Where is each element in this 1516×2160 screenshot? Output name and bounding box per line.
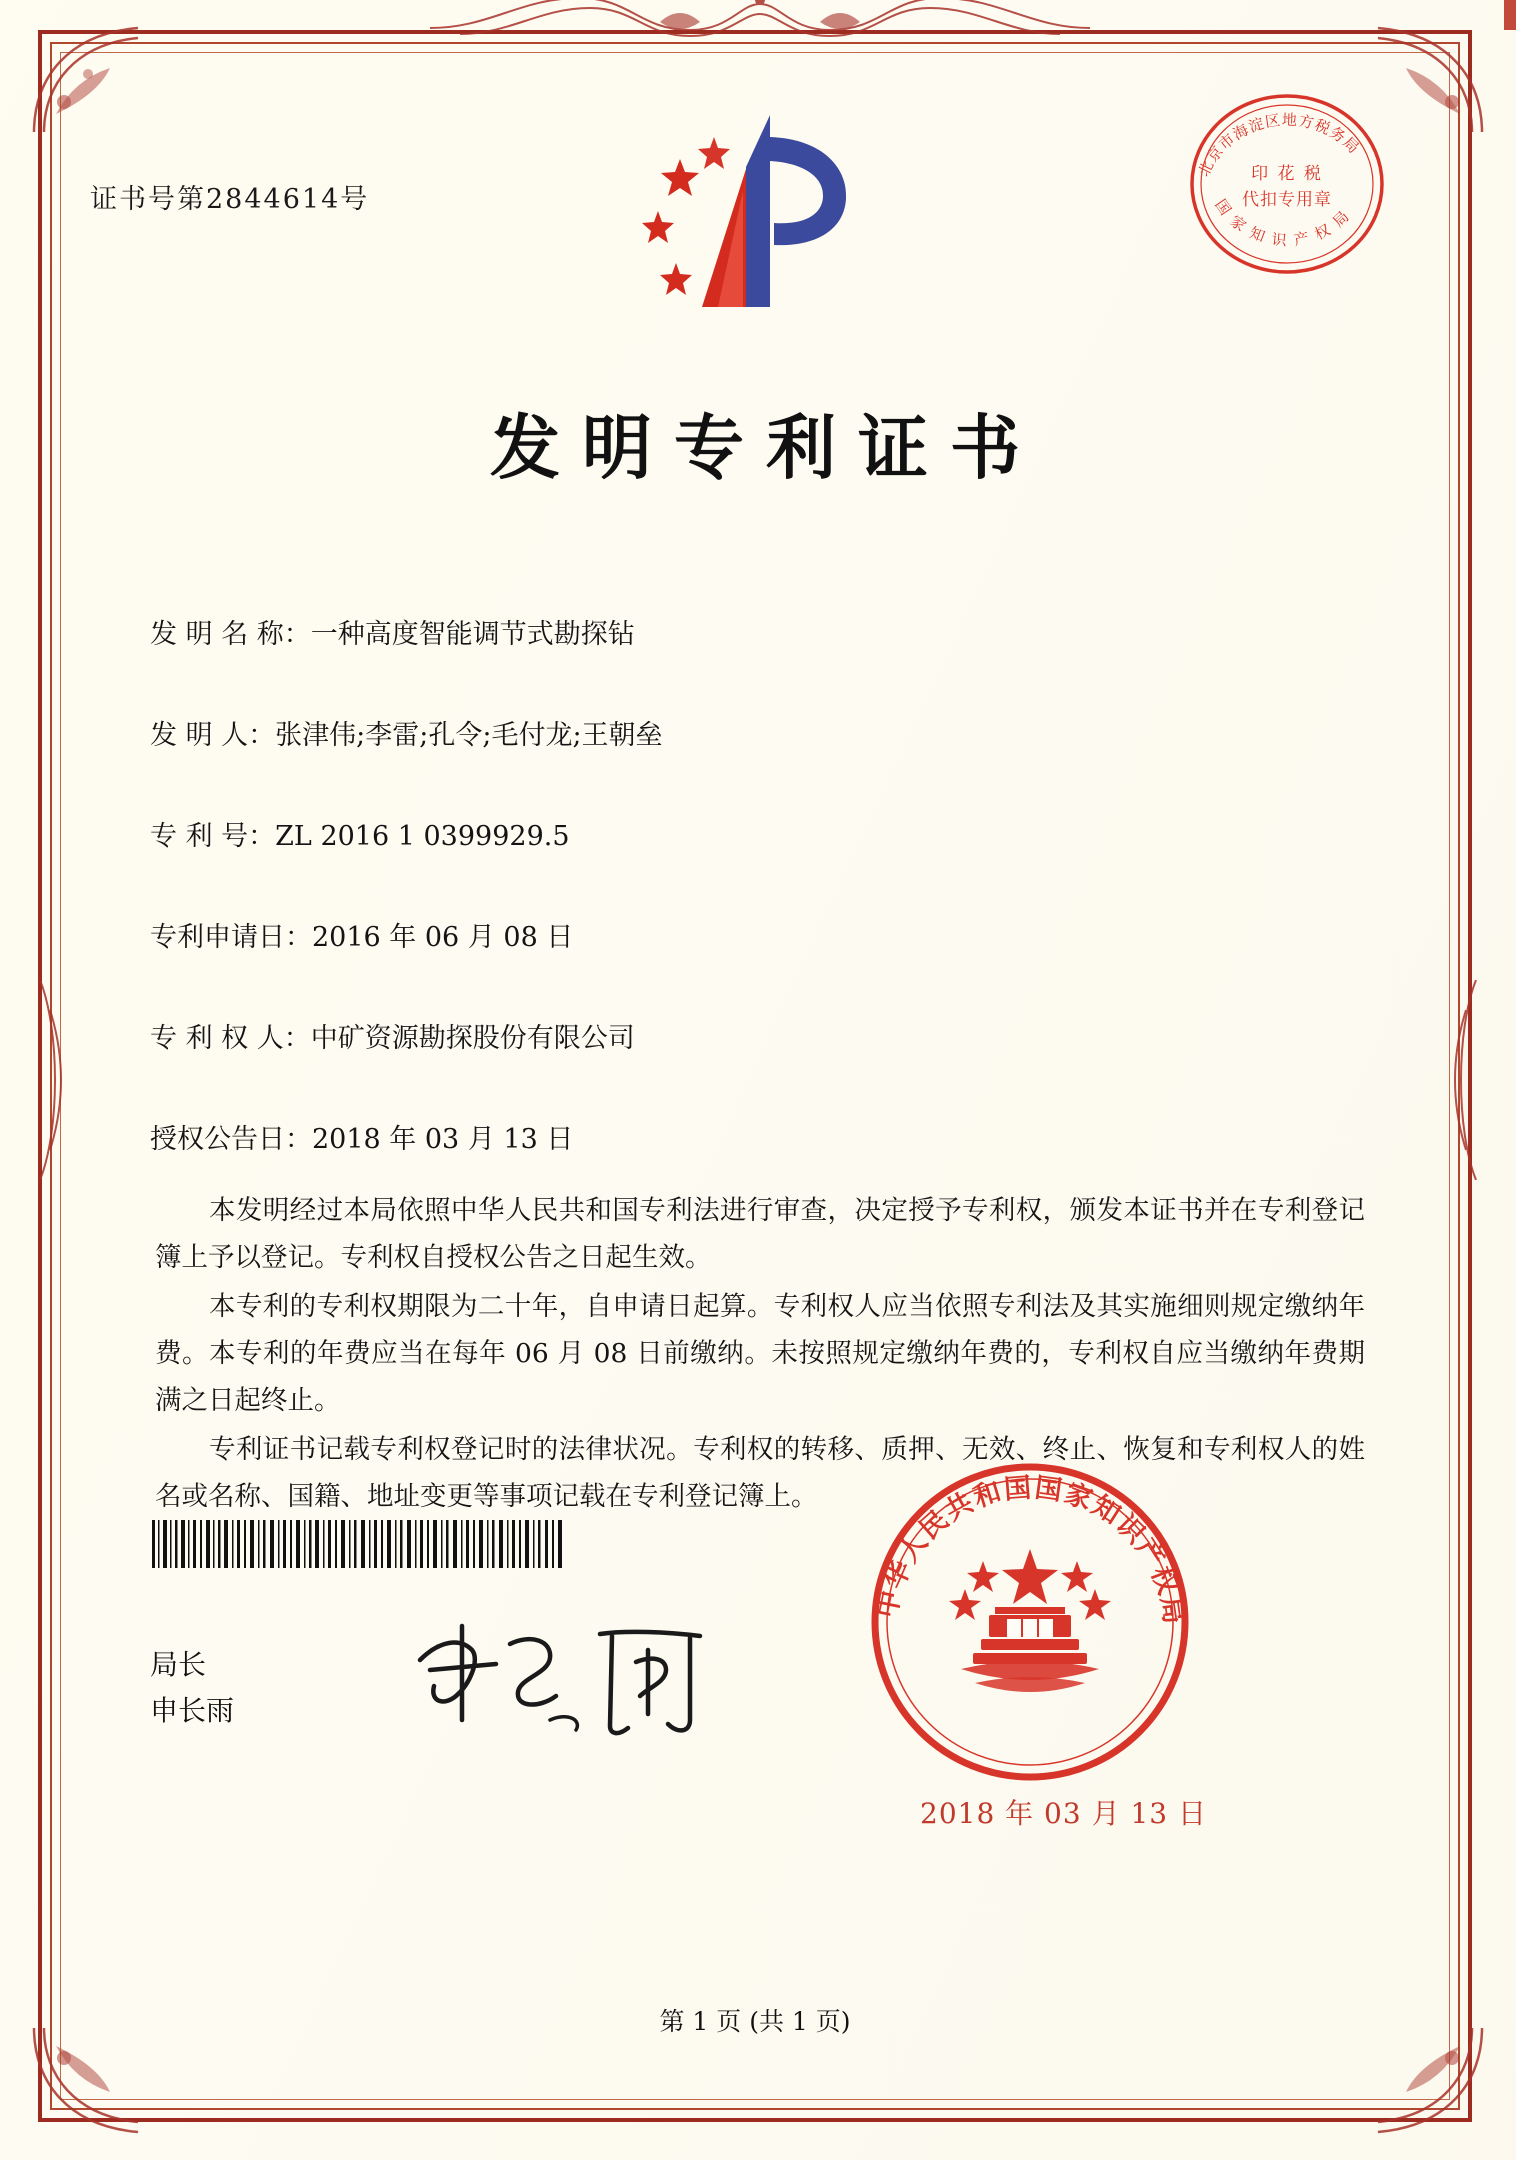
field-list [150, 612, 1380, 1218]
field-grant-date [150, 1117, 1380, 1156]
paragraph: 本发明经过本局依照中华人民共和国专利法进行审查，决定授予专利权，颁发本证书并在专利登记簿上予以登记。专利权自授权公告之日起生效。 [155, 1195, 1365, 1273]
page-footer: 第 1 页 (共 1 页) [659, 2007, 851, 2036]
cnipa-logo-icon [618, 107, 868, 317]
field-value: 中矿资源勘探股份有限公司 [310, 1023, 635, 1054]
page-title: 发明专利证书 [490, 406, 1042, 489]
field-inventors [150, 713, 1380, 752]
field-value: 一种高度智能调节式勘探钻 [310, 619, 635, 650]
national-seal [865, 1457, 1195, 1787]
field-label: 专利申请日： [150, 922, 312, 953]
director-signature-block [150, 1642, 234, 1734]
svg-text:印 花 税: 印 花 税 [1251, 164, 1323, 184]
field-label: 发 明 人： [150, 720, 276, 751]
field-value: 2018 年 03 月 13 日 [312, 1124, 574, 1155]
field-patentee [150, 1016, 1380, 1055]
field-label: 发 明 名 称： [150, 619, 311, 650]
certificate-number: 证书号第2844614号 [90, 184, 370, 215]
certificate-content [60, 52, 1450, 2100]
svg-text:代扣专用章: 代扣专用章 [1242, 190, 1332, 210]
director-label: 局长 [150, 1648, 207, 1681]
barcode [150, 1520, 565, 1568]
paragraph: 专利证书记载专利权登记时的法律状况。专利权的转移、质押、无效、终止、恢复和专利权人的姓名或名称、国籍、地址变更等事项记载在专利登记簿上。 [155, 1434, 1365, 1512]
svg-text:北京市海淀区地方税务局: 北京市海淀区地方税务局 [1194, 110, 1364, 180]
director-name: 申长雨 [150, 1694, 235, 1727]
field-label: 授权公告日： [150, 1124, 312, 1155]
field-patent-number [150, 814, 1380, 853]
svg-text:国 家 知 识 产 权 局: 国 家 知 识 产 权 局 [1211, 195, 1354, 250]
field-application-date [150, 915, 1380, 954]
field-invention-name [150, 612, 1380, 651]
paragraph: 本专利的专利权期限为二十年，自申请日起算。专利权人应当依照专利法及其实施细则规定缴纳年费。本专利的年费应当在每年 06 月 08 日前缴纳。未按照规定缴纳年费的，专利权自应当缴纳年费期满之日起终止。 [155, 1291, 1365, 1416]
page-edge-mark [1504, 0, 1516, 30]
field-value: 2016 年 06 月 08 日 [312, 922, 574, 953]
tax-stamp-seal [1180, 87, 1395, 282]
seal-date: 2018 年 03 月 13 日 [920, 1797, 1208, 1830]
field-label: 专 利 权 人： [150, 1023, 311, 1054]
svg-text:中华人民共和国国家知识产权局: 中华人民共和国国家知识产权局 [871, 1472, 1190, 1628]
field-value: ZL 2016 1 0399929.5 [275, 821, 570, 852]
handwritten-signature [400, 1600, 750, 1750]
field-value: 张津伟;李雷;孔令;毛付龙;王朝垒 [275, 720, 663, 751]
field-label: 专 利 号： [150, 821, 276, 852]
